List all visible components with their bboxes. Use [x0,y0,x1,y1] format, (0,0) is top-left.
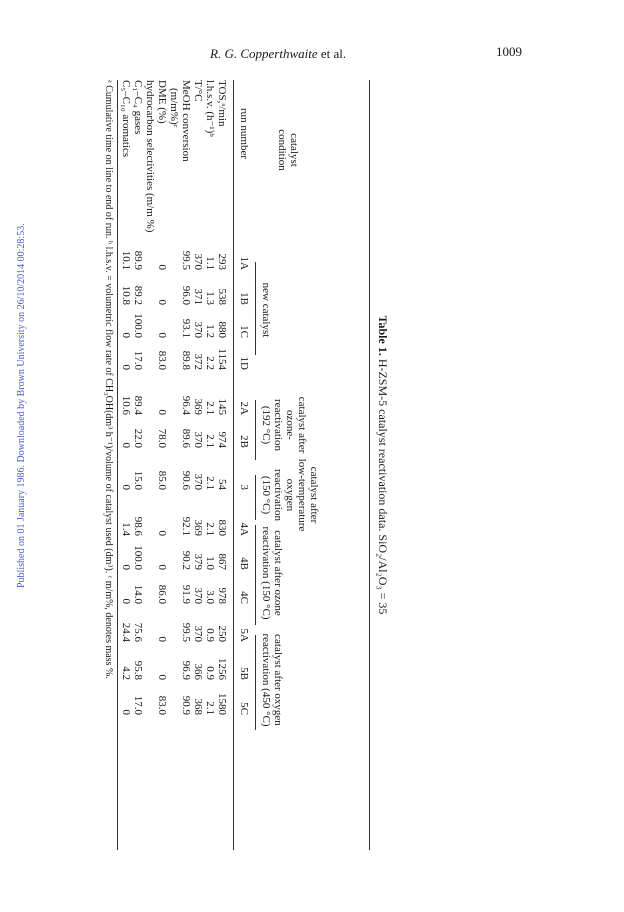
table-cell: 0 [156,409,168,415]
table-cell: 368 [192,698,204,715]
table-cell: 89.2 [132,285,144,305]
table-cell: 2.1 [204,701,216,715]
table-cell: 1.3 [204,291,216,305]
table-cell: 370 [192,625,204,642]
run-number-label: run number [238,108,250,160]
table-cell: 100.0 [132,313,144,338]
table-cell: 369 [192,398,204,415]
table-cell: 1.0 [204,556,216,570]
condition-group-rule [255,475,256,520]
condition-header-label: condition [276,129,288,171]
table-cell: 92.1 [180,516,192,536]
table-cell: 91.9 [180,584,192,604]
condition-group-header: (192 °C) [260,405,272,445]
table-cell: 0 [156,299,168,305]
condition-group-rule [255,635,256,730]
table-cell: 98.6 [132,516,144,536]
rotated-table-container [100,80,400,850]
table-cell: 85.0 [156,470,168,490]
table-cell: 1.1 [204,256,216,270]
table-cell: 0 [156,564,168,570]
table-cell: 880 [216,321,228,338]
table-cell: 1.4 [120,522,132,536]
condition-group-header: catalyst after [296,396,308,454]
table-cell: 371 [192,288,204,305]
table-cell: 10.8 [120,285,132,305]
table-cell: 2.1 [204,476,216,490]
table-cell: 1256 [216,658,228,680]
table-cell: 99.5 [180,250,192,270]
table-cell: 90.6 [180,470,192,490]
condition-group-header: reactivation [272,399,284,451]
running-header-authors [210,46,346,62]
table-cell: 369 [192,519,204,536]
run-number: 1A [238,256,250,270]
author-names: R. G. Copperthwaite [210,46,318,61]
table-cell: 0 [156,674,168,680]
table-cell: 96.9 [180,660,192,680]
table-cell: 2.1 [204,434,216,448]
table-cell: 90.2 [180,550,192,570]
table-cell: 0 [156,264,168,270]
run-number: 4A [238,522,250,536]
table-cell: 10.1 [120,250,132,270]
table-cell: 250 [216,625,228,642]
condition-group-header: catalyst after ozone [272,530,284,616]
run-number: 5B [238,667,250,680]
table-cell: 0 [156,332,168,338]
table-top-rule [369,80,370,850]
row-label: T/°C [192,80,204,102]
row-label: TOS,ᵃ/min [216,80,228,127]
condition-group-header: catalyst after oxygen [272,634,284,726]
table-cell: 0 [120,709,132,715]
table-cell: 75.6 [132,622,144,642]
condition-group-header: reactivation (150 °C) [260,526,272,620]
table-cell: 0.9 [204,628,216,642]
table-cell: 95.8 [132,660,144,680]
table-cell: 78.0 [156,428,168,448]
table-cell: 90.9 [180,695,192,715]
table-cell: 89.6 [180,428,192,448]
table-cell: 93.1 [180,318,192,338]
header-bottom-rule [233,80,234,850]
table-cell: 0.9 [204,666,216,680]
table-cell: 83.0 [156,695,168,715]
table-cell: 14.0 [132,584,144,604]
table-cell: 54 [216,479,228,490]
row-label: MeOH conversion [180,80,192,162]
row-label: hydrocarbon selectivities (m/m %) [144,80,156,233]
condition-group-rule [255,262,256,355]
table-cell: 0 [120,442,132,448]
table-cell: 2.2 [204,356,216,370]
condition-group-rule [255,400,256,460]
table-cell: 0 [120,598,132,604]
table-cell: 867 [216,553,228,570]
table-cell: 370 [192,431,204,448]
run-number: 1C [238,325,250,338]
table-cell: 370 [192,473,204,490]
table-cell: 370 [192,253,204,270]
table-cell: 2.1 [204,522,216,536]
table-cell: 3.0 [204,590,216,604]
table-cell: 974 [216,431,228,448]
table-cell: 0 [120,332,132,338]
table-cell: 145 [216,398,228,415]
condition-group-rule [255,525,256,625]
condition-group-header: (150 °C) [260,475,272,515]
table-title-number: Table 1. [376,315,390,356]
run-number: 1B [238,292,250,305]
condition-group-header: ozone- [284,410,296,440]
condition-group-header: catalyst after [308,466,320,524]
condition-header-label: catalyst [288,133,300,167]
table-cell: 1154 [216,348,228,370]
condition-group-header: reactivation (450 °C) [260,633,272,727]
table-cell: 22.0 [132,428,144,448]
run-number: 2A [238,401,250,415]
table-title-text: H-ZSM-5 catalyst reactivation data. SiO₂/Al₂O₃ = 35 [376,355,390,615]
table-cell: 0 [120,484,132,490]
table-cell: 17.0 [132,350,144,370]
table-title [375,80,390,850]
table-cell: 15.0 [132,470,144,490]
row-label: C₁–C₄ gases [132,80,144,135]
publication-side-note[interactable]: Published on 01 January 1986. Downloaded by Brown University on 26/10/2014 00:28:53. [16,223,27,588]
row-label: (m/m%)ᶜ [168,88,180,128]
table-cell: 86.0 [156,584,168,604]
table-cell: 978 [216,587,228,604]
table-cell: 17.0 [132,695,144,715]
table-cell: 0 [156,636,168,642]
table-cell: 100.0 [132,545,144,570]
condition-group-header: reactivation [272,469,284,521]
table-cell: 10.6 [120,395,132,415]
table-cell: 89.4 [132,395,144,415]
condition-group-header: new catalyst [260,282,272,338]
table-cell: 2.1 [204,401,216,415]
run-number: 2B [238,435,250,448]
table-cell: 24.4 [120,622,132,642]
table-cell: 830 [216,519,228,536]
table-cell: 4.2 [120,666,132,680]
table-bottom-rule [117,80,118,850]
table-cell: 370 [192,587,204,604]
table-cell: 372 [192,353,204,370]
author-suffix: et al. [317,46,347,61]
table-cell: 538 [216,288,228,305]
table-cell: 83.0 [156,350,168,370]
table-cell: 89.9 [132,250,144,270]
run-number: 5C [238,702,250,715]
table-cell: 99.5 [180,622,192,642]
table-cell: 0 [156,530,168,536]
condition-group-header: low-temperature [296,458,308,532]
row-label: DME (%) [156,80,168,124]
condition-group-header: oxygen [284,478,296,512]
table-cell: 366 [192,663,204,680]
run-number: 4B [238,557,250,570]
table-cell: 1580 [216,693,228,715]
table-cell: 0 [120,564,132,570]
run-number: 5A [238,628,250,642]
table-footnote: ᵃ Cumulative time on line to end of run. ᵇ l.h.s.v. = volumetric flow rate of CH₃OH(dm³ h⁻¹)/volume of catalyst used (dm³). ᶜ m/m%, denotes mass %. [103,80,114,679]
run-number: 4C [238,591,250,604]
row-label: C₅–C₁₀ aromatics [120,80,132,158]
table-cell: 379 [192,553,204,570]
table-cell: 89.8 [180,350,192,370]
table-cell: 96.0 [180,285,192,305]
table-cell: 1.2 [204,324,216,338]
page-number: 1009 [496,44,522,59]
run-number: 3 [238,484,250,490]
row-label: l.h.s.v. (h⁻¹)ᵇ [204,80,216,137]
table-cell: 0 [120,364,132,370]
run-number: 1D [238,356,250,370]
table-cell: 96.4 [180,395,192,415]
table-cell: 293 [216,253,228,270]
table-cell: 370 [192,321,204,338]
